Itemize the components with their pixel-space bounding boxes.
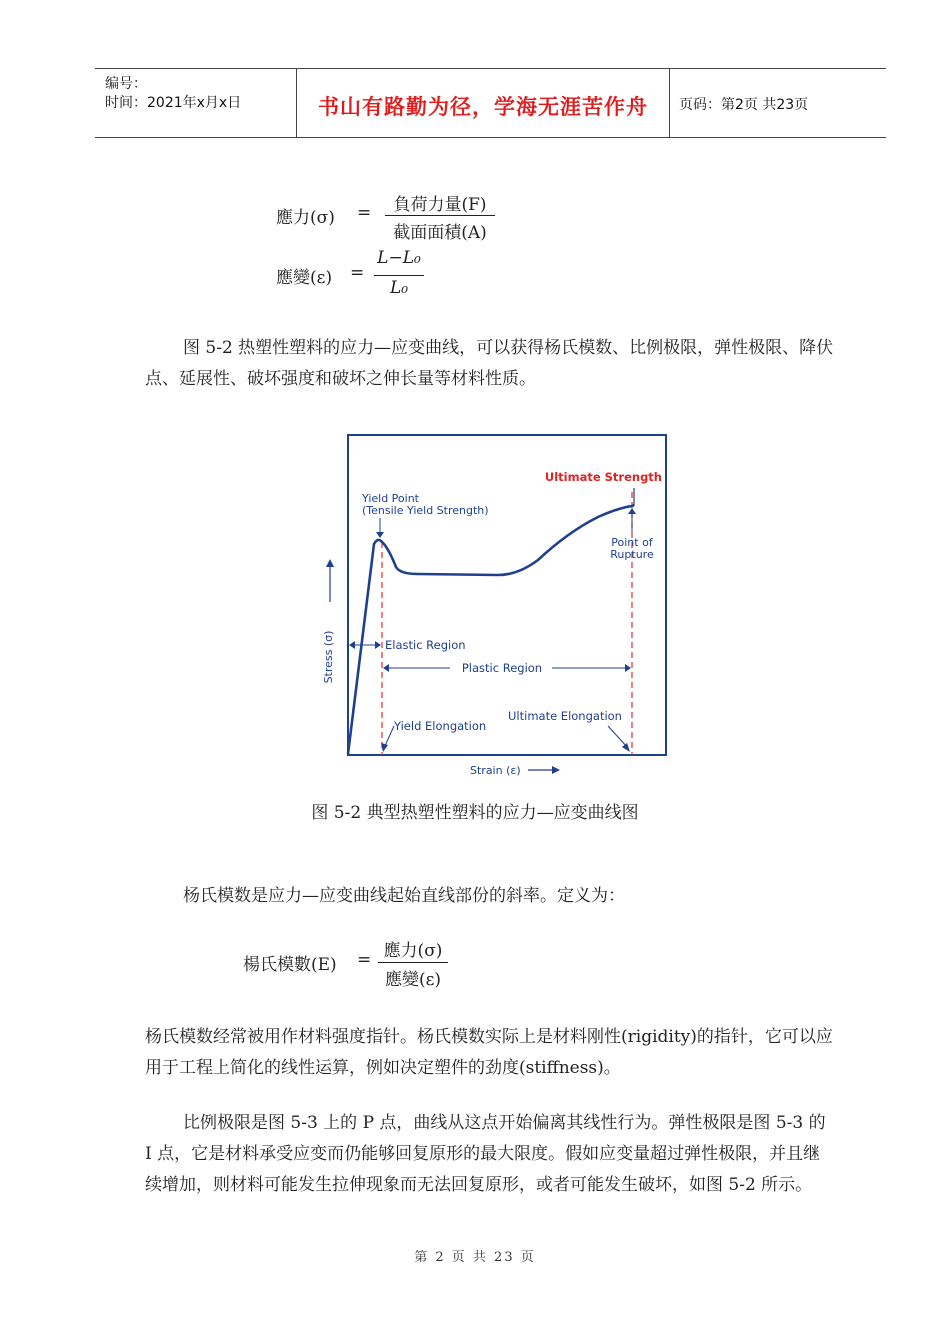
stress-axis-label: Stress (σ) bbox=[322, 630, 335, 684]
strain-numerator: L−L₀ bbox=[377, 248, 421, 268]
strain-axis-label: Strain (ε) bbox=[470, 764, 521, 777]
page-footer: 第 2 页 共 23 页 bbox=[414, 1250, 536, 1265]
young-formula-left: 楊氏模數(E) bbox=[243, 955, 337, 975]
time-label: 时间：2021年x月x日 bbox=[105, 95, 242, 111]
yield-elongation-arrowhead bbox=[381, 743, 388, 752]
stress-formula-left: 應力(σ) bbox=[276, 208, 335, 228]
paragraph-2 bbox=[145, 881, 835, 912]
page-header bbox=[95, 68, 886, 138]
plastic-arrowhead-right bbox=[625, 664, 631, 672]
paragraph-3 bbox=[145, 1022, 835, 1084]
paragraph-4-text: 比例极限是图 5-3 上的 P 点，曲线从这点开始偏离其线性行为。弹性极限是图 5-3 的 I 点，它是材料承受应变而仍能够回复原形的最大限度。假如应变量超过弹性极限，并且继续增加，则材料可能发生拉伸现象而无法回复原形，或者可能发生破坏，如图 5-2 所示。 bbox=[145, 1113, 826, 1195]
elastic-arrowhead-right bbox=[375, 641, 381, 649]
header-center bbox=[296, 69, 670, 137]
elastic-region-label: Elastic Region bbox=[385, 638, 466, 652]
figure-caption: 图 5-2 典型热塑性塑料的应力—应变曲线图 bbox=[311, 803, 639, 823]
stress-denominator: 截面面積(A) bbox=[393, 223, 487, 243]
yield-elongation-label: Yield Elongation bbox=[394, 719, 487, 733]
stress-numerator: 負荷力量(F) bbox=[393, 195, 487, 215]
fraction-bar bbox=[374, 275, 424, 276]
stress-formula-eq: = bbox=[357, 203, 372, 223]
paragraph-1-text: 图 5-2 热塑性塑料的应力—应变曲线，可以获得杨氏模数、比例极限，弹性极限、降伏点、延展性、破坏强度和破坏之伸长量等材料性质。 bbox=[145, 338, 834, 389]
ultimate-elongation-label: Ultimate Elongation bbox=[508, 709, 622, 723]
young-formula-eq: = bbox=[357, 950, 372, 970]
young-denominator: 應變(ε) bbox=[384, 970, 442, 990]
paragraph-3-text: 杨氏模数经常被用作材料强度指针。杨氏模数实际上是材料刚性(rigidity)的指针，它可以应用于工程上简化的线性运算，例如决定塑件的劲度(stiffness)。 bbox=[145, 1027, 833, 1078]
plastic-region-label: Plastic Region bbox=[461, 661, 543, 675]
young-numerator: 應力(σ) bbox=[383, 941, 443, 961]
paragraph-4 bbox=[145, 1108, 835, 1201]
strain-fraction bbox=[374, 248, 424, 304]
strain-formula-eq: = bbox=[350, 263, 365, 283]
plastic-arrowhead-left bbox=[383, 664, 389, 672]
paragraph-2-text: 杨氏模数是应力—应变曲线起始直线部份的斜率。定义为： bbox=[183, 886, 625, 906]
motto: 书山有路勤为径，学海无涯苦作舟 bbox=[318, 95, 648, 119]
paragraph-1 bbox=[145, 333, 835, 395]
rupture-label: Rupture bbox=[610, 548, 654, 561]
header-right bbox=[669, 69, 886, 137]
stress-axis-arrowhead bbox=[326, 559, 334, 567]
rupture-pointer-head bbox=[628, 508, 636, 514]
fraction-bar bbox=[378, 962, 448, 963]
number-label: 编号： bbox=[105, 76, 147, 92]
ultimate-strength-label: Ultimate Strength bbox=[544, 470, 662, 484]
stress-strain-figure bbox=[318, 432, 678, 782]
fraction-bar bbox=[385, 215, 495, 216]
strain-axis-arrowhead bbox=[552, 766, 560, 774]
tensile-yield-label: (Tensile Yield Strength) bbox=[362, 504, 489, 517]
yield-point-label: Yield Point bbox=[362, 492, 419, 505]
young-fraction bbox=[378, 936, 448, 992]
yield-pointer-head bbox=[376, 532, 384, 538]
page-label: 页码：第2页 共23页 bbox=[679, 97, 809, 113]
point-of-label: Point of bbox=[611, 536, 653, 549]
strain-formula-left: 應變(ε) bbox=[276, 268, 333, 288]
strain-denominator: L₀ bbox=[389, 278, 409, 298]
ultimate-elongation-arrowhead bbox=[622, 743, 630, 752]
header-left bbox=[95, 69, 295, 137]
elastic-arrowhead-left bbox=[349, 641, 355, 649]
stress-fraction bbox=[385, 190, 495, 244]
